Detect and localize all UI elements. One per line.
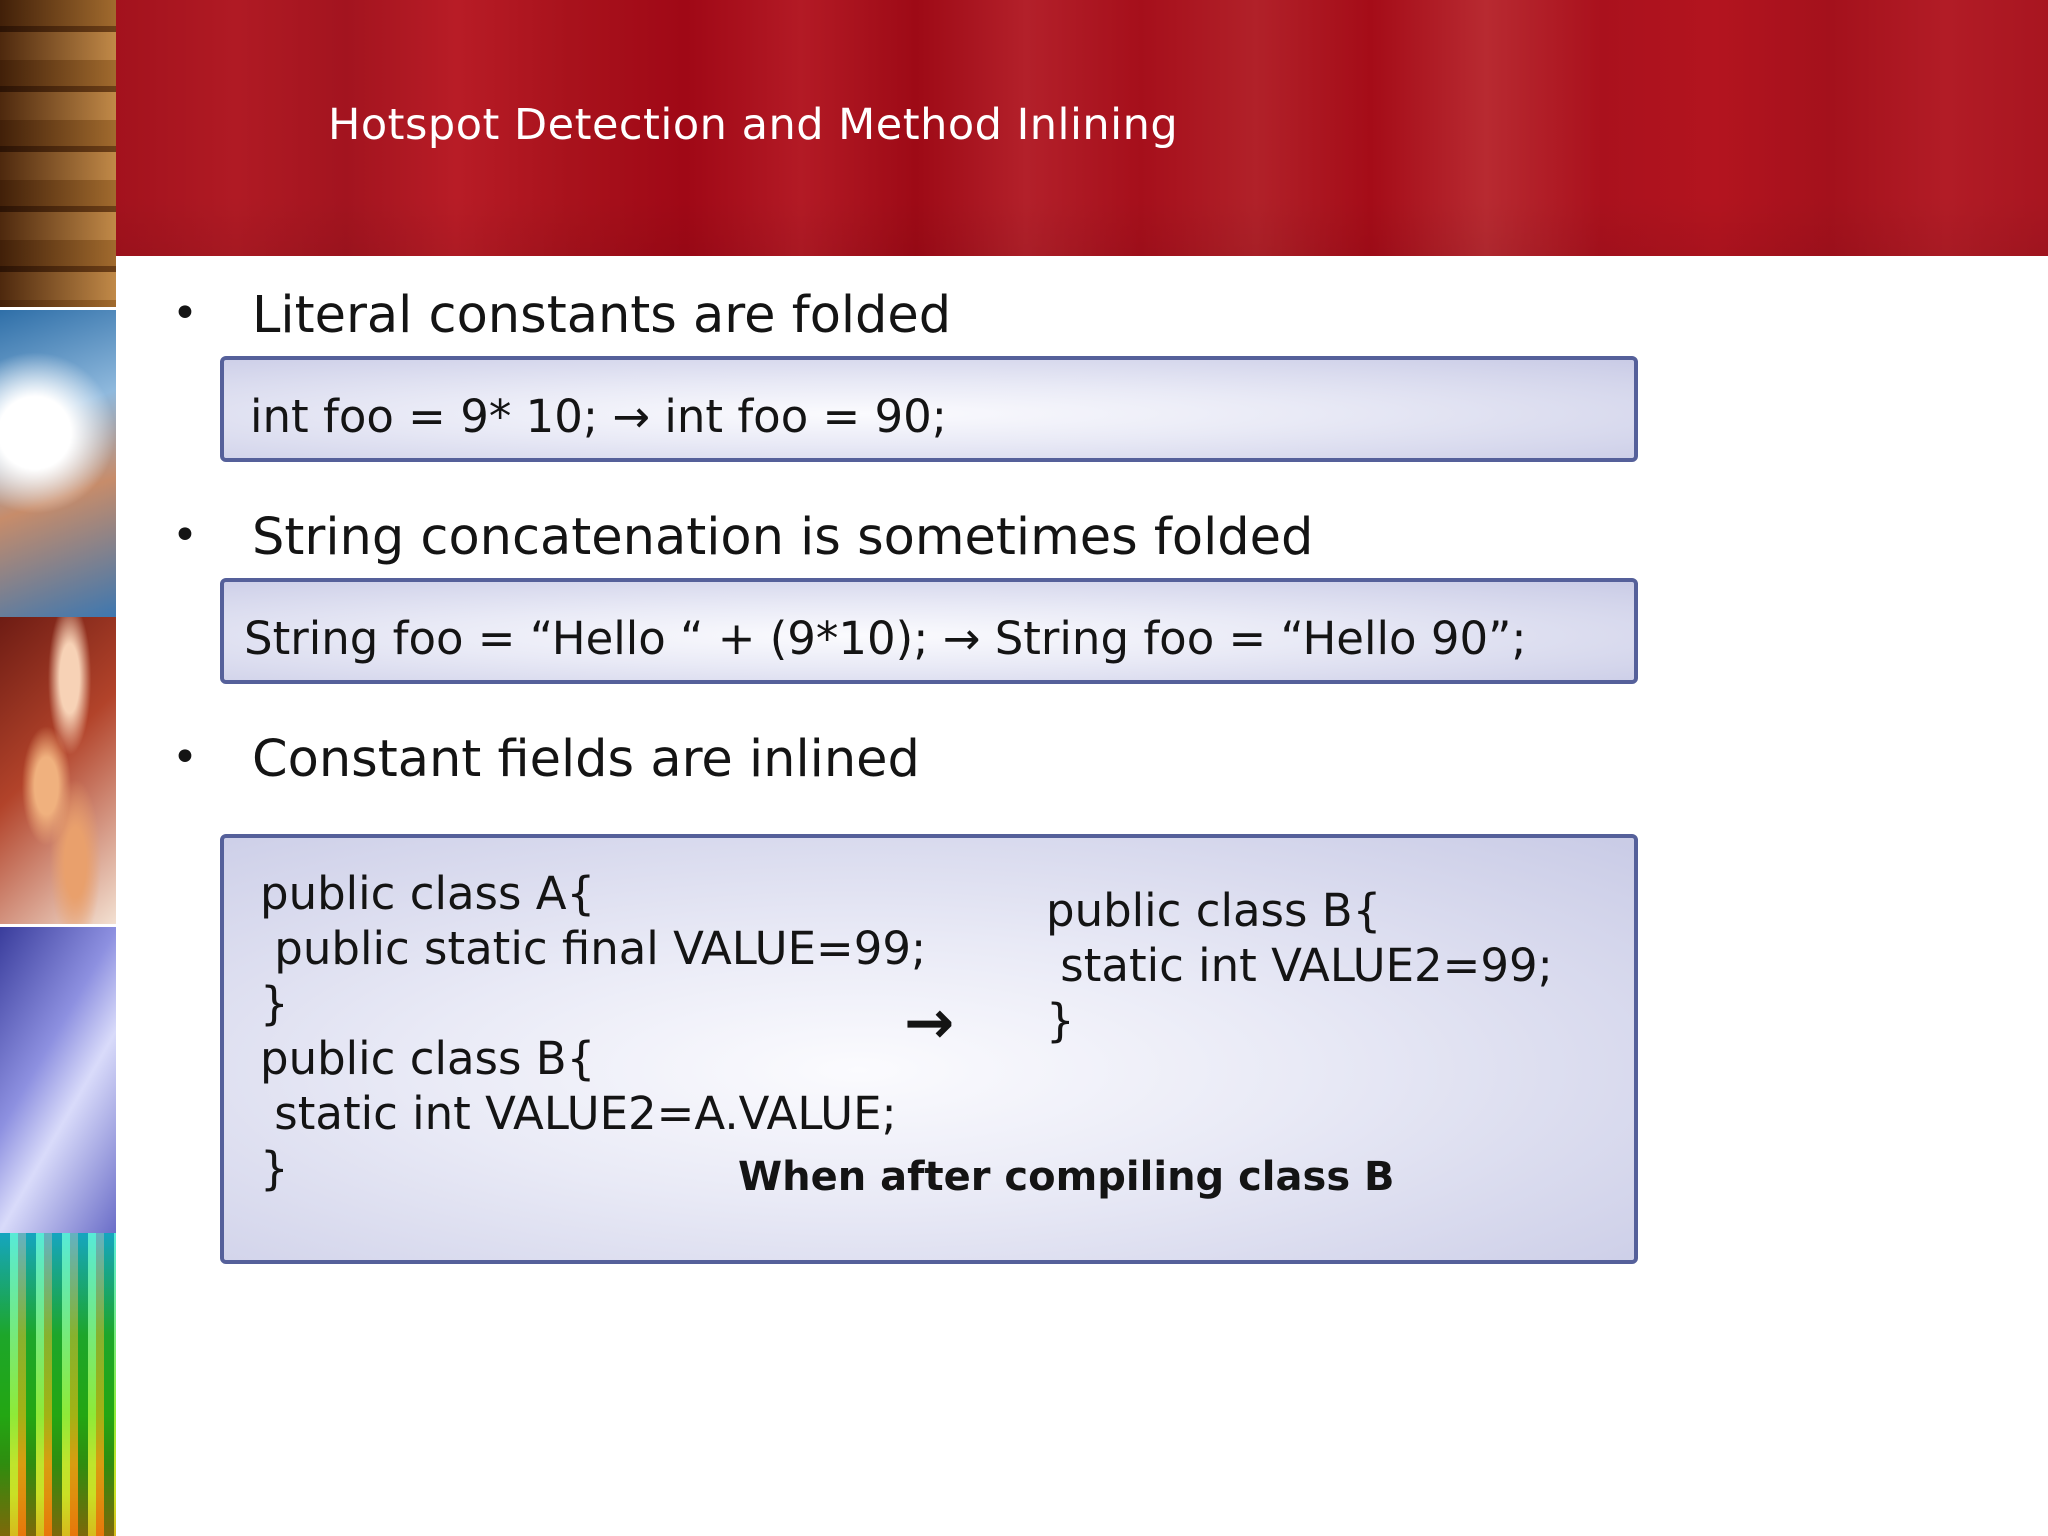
code-example: int foo = 9* 10; → int foo = 90;: [250, 390, 947, 443]
bullet-text: Literal constants are folded: [252, 286, 952, 345]
code-after-compilation: public class B{ static int VALUE2=99; }: [1046, 884, 1553, 1047]
code-box-literal-constants: [220, 356, 1638, 462]
code-example: String foo = “Hello “ + (9*10); → String foo = “Hello 90”;: [244, 612, 1527, 665]
code-box-constant-fields: [220, 834, 1638, 1264]
bullet-literal-constants: [172, 286, 951, 345]
orange-objects-photo: [0, 617, 116, 924]
slide-title: Hotspot Detection and Method Inlining: [328, 100, 1179, 150]
hand-device-photo: [0, 310, 116, 617]
bullet-text: String concatenation is sometimes folded: [252, 508, 1314, 567]
decorative-photo-strip: [0, 0, 116, 1536]
right-arrow-icon: →: [904, 988, 955, 1058]
code-box-string-concatenation: [220, 578, 1638, 684]
code-before-compilation: public class A{ public static final VALUE=99; } public class B{ static int VALUE2=A.VALUE; }: [260, 867, 927, 1195]
test-tubes-photo: [0, 1233, 116, 1536]
bullet-marker: •: [172, 288, 198, 339]
bullet-text: Constant fields are inlined: [252, 730, 920, 789]
bullet-string-concatenation: [172, 508, 1313, 567]
bullet-marker: •: [172, 510, 198, 561]
bullet-constant-fields: [172, 730, 920, 789]
blue-abstract-photo: [0, 927, 116, 1234]
bullet-marker: •: [172, 732, 198, 783]
warehouse-shelves-photo: [0, 0, 116, 307]
compilation-note: When after compiling class B: [738, 1154, 1395, 1200]
